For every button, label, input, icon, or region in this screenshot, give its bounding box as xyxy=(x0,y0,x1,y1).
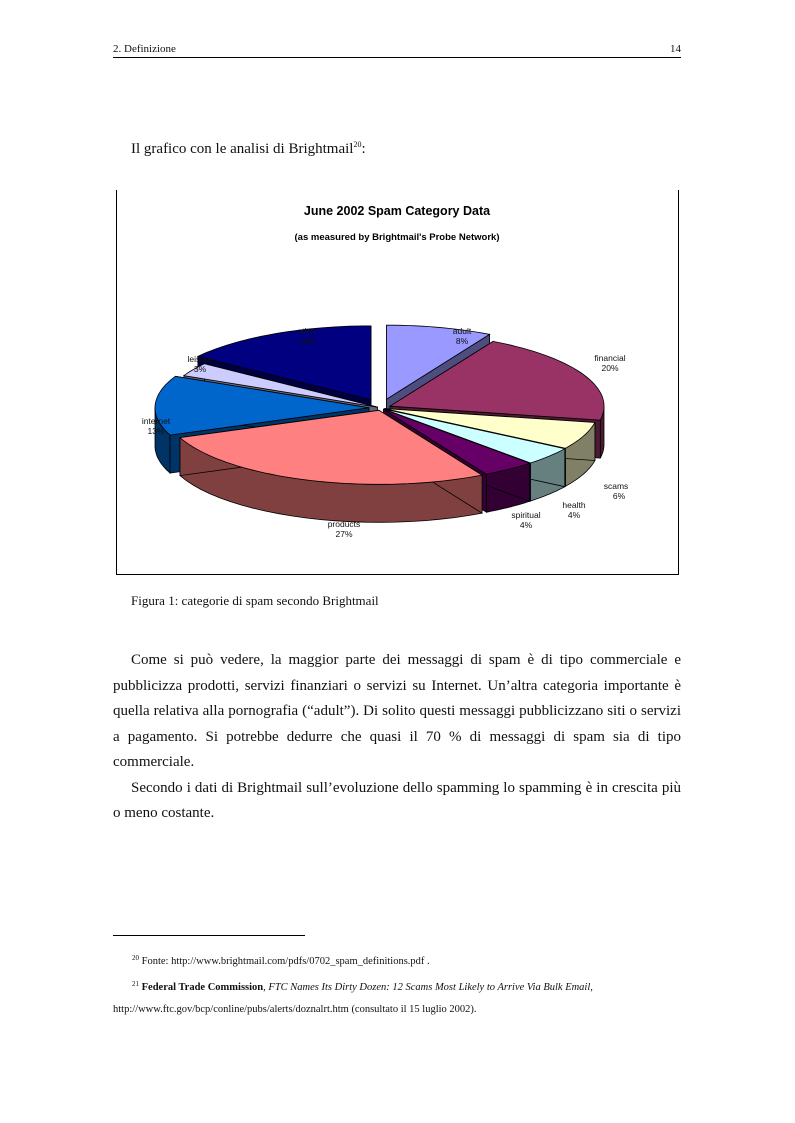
pie-chart xyxy=(116,190,679,575)
paragraph-2: Secondo i dati di Brightmail sull’evoluzione dello spamming lo spamming è in crescita più o meno costante. xyxy=(113,779,681,821)
body-text xyxy=(113,648,681,827)
footnote-20-number: 20 xyxy=(132,954,139,962)
header-section: 2. Definizione xyxy=(113,43,176,55)
page-number: 14 xyxy=(670,43,681,55)
pie-tops xyxy=(155,325,604,484)
slice-label-financial: financial xyxy=(594,353,626,363)
footnote-21 xyxy=(113,973,681,999)
slice-pct-scams: 6% xyxy=(612,491,626,501)
intro-suffix: : xyxy=(361,141,366,157)
footnote-20 xyxy=(113,947,681,973)
footnote-21-end: , xyxy=(590,982,593,993)
footnote-21-sep: , xyxy=(263,982,269,993)
footnote-ref-20[interactable]: 20 xyxy=(353,140,362,149)
chart-subtitle: (as measured by Brightmail's Probe Network) xyxy=(294,232,500,243)
slice-label-internet: internet xyxy=(141,416,171,426)
slice-pct-spiritual: 4% xyxy=(519,520,533,530)
running-header xyxy=(113,43,681,58)
pie-chart-figure xyxy=(116,190,679,575)
slice-pct-health: 4% xyxy=(567,510,581,520)
slice-label-health: health xyxy=(562,500,586,510)
footnote-21-title: FTC Names Its Dirty Dozen: 12 Scams Most Likely to Arrive Via Bulk Email xyxy=(268,982,591,993)
intro-sentence xyxy=(131,140,366,158)
paragraph-1: Come si può vedere, la maggior parte dei messaggi di spam è di tipo commerciale e pubblicizza prodotti, servizi finanziari o servizi su Internet. Un’altra categoria importante è quella relativa alla pornografia (“adult”). Di solito questi messaggi pubblicizzano siti o servizi a pagamento. Si potrebbe dedurre che quasi il 70 % di messaggi di spam sia di tipo commerciale. xyxy=(113,652,681,770)
slice-pct-adult: 8% xyxy=(455,336,469,346)
footnote-21-org: Federal Trade Commission xyxy=(141,982,264,993)
intro-text: Il grafico con le analisi di Brightmail xyxy=(131,141,354,157)
figure-caption: Figura 1: categorie di spam secondo Brightmail xyxy=(131,593,379,608)
slice-label-products: products xyxy=(327,519,361,529)
footnote-separator xyxy=(113,935,305,936)
slice-label-adult: adult xyxy=(452,326,472,336)
slice-label-scams: scams xyxy=(603,481,629,491)
slice-pct-products: 27% xyxy=(335,529,353,539)
slice-pct-internet: 13% xyxy=(147,426,165,436)
footnote-21-number: 21 xyxy=(132,980,139,988)
slice-label-spiritual: spiritual xyxy=(511,510,541,520)
slice-pct-other: 15% xyxy=(298,336,316,346)
chart-title: June 2002 Spam Category Data xyxy=(303,204,491,218)
footnote-20-text[interactable]: Fonte: http://www.brightmail.com/pdfs/0702_spam_definitions.pdf . xyxy=(141,956,430,967)
slice-pct-financial: 20% xyxy=(601,363,619,373)
footnote-21-url[interactable]: http://www.ftc.gov/bcp/conline/pubs/alerts/doznalrt.htm (consultato il 15 luglio 2002). xyxy=(113,1004,477,1015)
slice-pct-leisure: 3% xyxy=(193,364,207,374)
footnotes xyxy=(113,947,681,1021)
slice-label-other: other xyxy=(297,326,317,336)
slice-label-leisure: leisure xyxy=(187,354,213,364)
